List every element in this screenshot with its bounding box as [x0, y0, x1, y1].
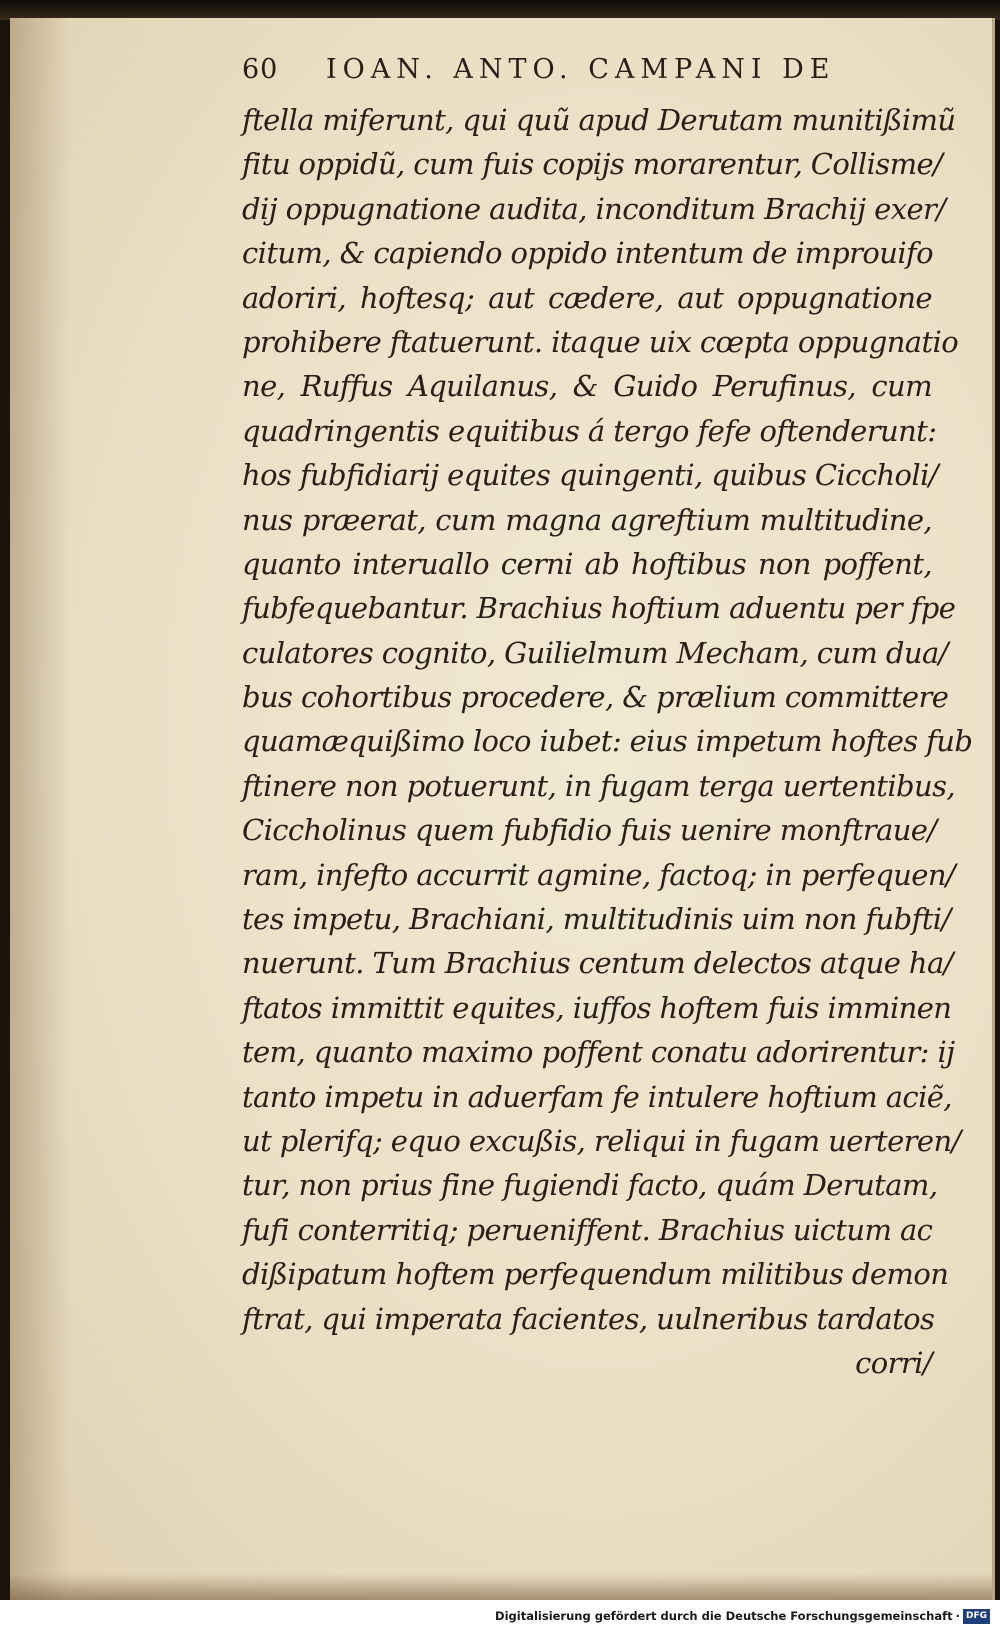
text-line: dij oppugnatione audita, inconditum Brachij exer/ — [242, 191, 946, 226]
text-line: culatores cognito, Guilielmum Mecham, cum dua/ — [242, 635, 948, 670]
catchword: corri/ — [855, 1345, 932, 1380]
running-head — [242, 46, 932, 94]
text-line: ut plerifq; equo excußis, reliqui in fugam uerteren/ — [242, 1123, 961, 1158]
body-text — [242, 98, 973, 1385]
text-line: Ciccholinus quem fubfidio fuis uenire monftraue/ — [242, 813, 937, 848]
text-line: hos fubfidiarij equites quingenti, quibus Ciccholi/ — [242, 458, 938, 493]
text-line: citum, & capiendo oppido intentum de improuifo — [242, 236, 934, 271]
text-line: ftatos immittit equites, iuffos hoftem fuis imminen — [242, 990, 952, 1025]
text-line: quanto interuallo cerni ab hoftibus non poffent, — [242, 546, 932, 581]
text-line: ne, Ruffus Aquilanus, & Guido Perufinus, cum — [242, 369, 932, 404]
book-top-edge — [0, 0, 1000, 20]
text-line: bus cohortibus procedere, & prælium committere — [242, 680, 949, 715]
text-line: nus præerat, cum magna agreftium multitudine, — [242, 502, 932, 537]
text-line: fubfequebantur. Brachius hoftium aduentu per fpe — [242, 591, 956, 626]
text-line: prohibere ftatuerunt. itaque uix cœpta oppugnatio — [242, 324, 959, 359]
page-number: 60 — [242, 54, 279, 85]
book-page — [10, 18, 995, 1600]
text-line: ram, infefto accurrit agmine, factoq; in perfequen/ — [242, 857, 956, 892]
text-line: tem, quanto maximo poffent conatu adorirentur: ij — [242, 1035, 955, 1070]
text-line: quadringentis equitibus á tergo fefe oftenderunt: — [242, 413, 937, 448]
dfg-logo-icon: DFG — [963, 1609, 990, 1624]
gutter-shadow — [10, 18, 70, 1600]
page-bottom-edge — [10, 1574, 992, 1600]
digitization-credit — [489, 1606, 992, 1626]
text-line: tes impetu, Brachiani, multitudinis uim non fubfti/ — [242, 902, 951, 937]
text-line: tanto impetu in aduerfam fe intulere hoftium aciẽ, — [242, 1079, 952, 1114]
credit-text: Digitalisierung gefördert durch die Deutsche Forschungsgemeinschaft — [495, 1609, 953, 1623]
text-line: quamæquißimo loco iubet: eius impetum hoftes fub — [242, 724, 973, 759]
text-line: dißipatum hoftem perfequendum militibus demon — [242, 1257, 949, 1292]
text-line: ftrat, qui imperata facientes, uulneribus tardatos — [242, 1301, 935, 1336]
text-line: tur, non prius fine fugiendi facto, quám Derutam, — [242, 1168, 938, 1203]
text-line: adoriri, hoftesq; aut cædere, aut oppugnatione — [242, 280, 932, 315]
text-line: fufi conterritiq; perueniffent. Brachius uictum ac — [242, 1212, 933, 1247]
text-line: fitu oppidũ, cum fuis copijs morarentur, Collisme/ — [242, 147, 943, 182]
text-block — [242, 46, 973, 1385]
credit-separator: · — [955, 1609, 960, 1623]
text-line: ftinere non potuerunt, in fugam terga uertentibus, — [242, 768, 955, 803]
text-line: ftella miferunt, qui quũ apud Derutam munitißimũ — [242, 103, 956, 137]
running-head-title: IOAN. ANTO. CAMPANI DE — [326, 54, 836, 85]
text-line: nuerunt. Tum Brachius centum delectos atque ha/ — [242, 946, 953, 981]
